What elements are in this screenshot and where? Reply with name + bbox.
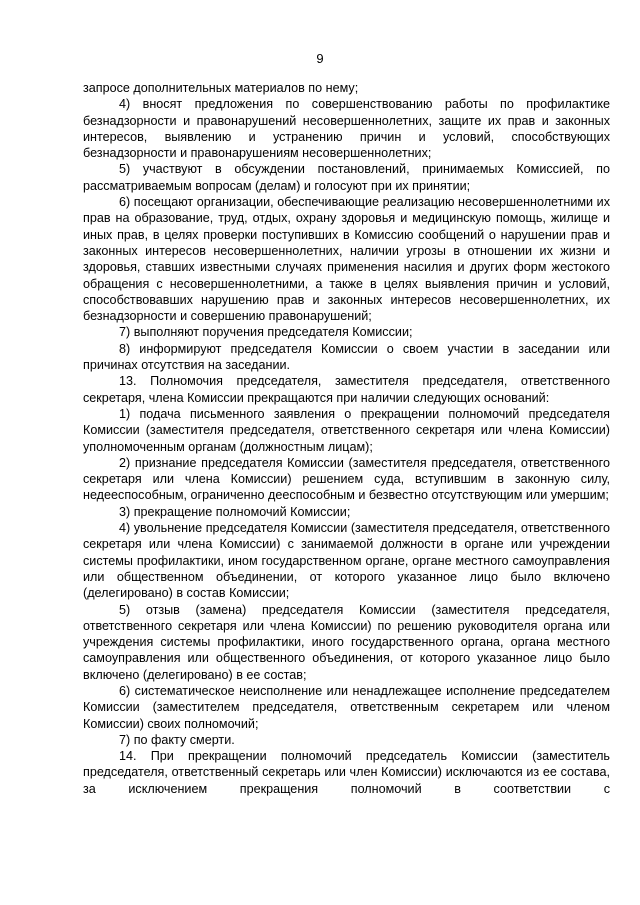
document-body <box>83 80 610 797</box>
paragraph-13-item-4: 4) увольнение председателя Комиссии (заместителя председателя, ответственного секретаря или члена Комиссии) с занимаемой должности в органе или учреждении системы профилактики, ином государственном органе, органе местного самоуправления или общественном объединении, от которого указанное лицо было включено (делегировано) в состав Комиссии; <box>83 521 610 601</box>
paragraph-section-13: 13. Полномочия председателя, заместителя председателя, ответственного секретаря, члена Комиссии прекращаются при наличии следующих оснований: <box>83 374 610 405</box>
paragraph-13-item-6: 6) систематическое неисполнение или ненадлежащее исполнение председателем Комиссии (заместителем председателя, ответственным секретарем или членом Комиссии) своих полномочий; <box>83 683 610 731</box>
paragraph-item-8: 8) информируют председателя Комиссии о своем участии в заседании или причинах отсутствия на заседании. <box>83 341 610 373</box>
paragraph-13-item-5: 5) отзыв (замена) председателя Комиссии (заместителя председателя, ответственного секретаря или члена Комиссии) по решению руководителя органа или учреждения системы профилактики, иного государственного органа, органа местного самоуправления или общественного объединения, от которого указанное лицо было включено (делегировано) в ее состав; <box>83 602 610 682</box>
paragraph-item-7: 7) выполняют поручения председателя Комиссии; <box>119 325 413 340</box>
paragraph-continuation: запросе дополнительных материалов по нему; <box>83 81 359 95</box>
paragraph-section-14: 14. При прекращении полномочий председатель Комиссии (заместитель председателя, ответственный секретарь или член Комиссии) исключаются из ее состава, за исключением прекращения полномочий в соответствии с <box>83 749 610 796</box>
paragraph-13-item-1: 1) подача письменного заявления о прекращении полномочий председателя Комиссии (заместителя председателя, ответственного секретаря или члена Комиссии) уполномоченным органам (должностным лицам); <box>83 406 610 454</box>
paragraph-13-item-2: 2) признание председателя Комиссии (заместителя председателя, ответственного секретаря или члена Комиссии) решением суда, вступившим в законную силу, недееспособным, ограниченно дееспособным и безвестно отсутствующим или умершим; <box>83 455 610 503</box>
paragraph-13-item-7: 7) по факту смерти. <box>119 732 235 747</box>
paragraph-item-4: 4) вносят предложения по совершенствованию работы по профилактике безнадзорности и правонарушений несовершеннолетних, защите их прав и законных интересов, выявлению и устранению причин и условий, способствующих безнадзорности и правонарушениям несовершеннолетних; <box>83 97 610 161</box>
paragraph-item-6: 6) посещают организации, обеспечивающие реализацию несовершеннолетними их прав на образование, труд, отдых, охрану здоровья и медицинскую помощь, жилище и иных прав, в целях проверки поступивших в Комиссию сообщений о нарушении прав и законных интересов несовершеннолетних, наличии угрозы в отношении их жизни и здоровья, ставших известными случаях применения насилия и других форм жестокого обращения с несовершеннолетними, а также в целях выявления причин и условий, способствовавших нарушению прав и законных интересов несовершеннолетних, их безнадзорности и совершению правонарушений; <box>83 195 610 324</box>
paragraph-13-item-3: 3) прекращение полномочий Комиссии; <box>119 504 351 519</box>
page-number: 9 <box>316 51 324 66</box>
paragraph-item-5: 5) участвуют в обсуждении постановлений, принимаемых Комиссией, по рассматриваемым вопросам (делам) и голосуют при их принятии; <box>83 162 610 193</box>
